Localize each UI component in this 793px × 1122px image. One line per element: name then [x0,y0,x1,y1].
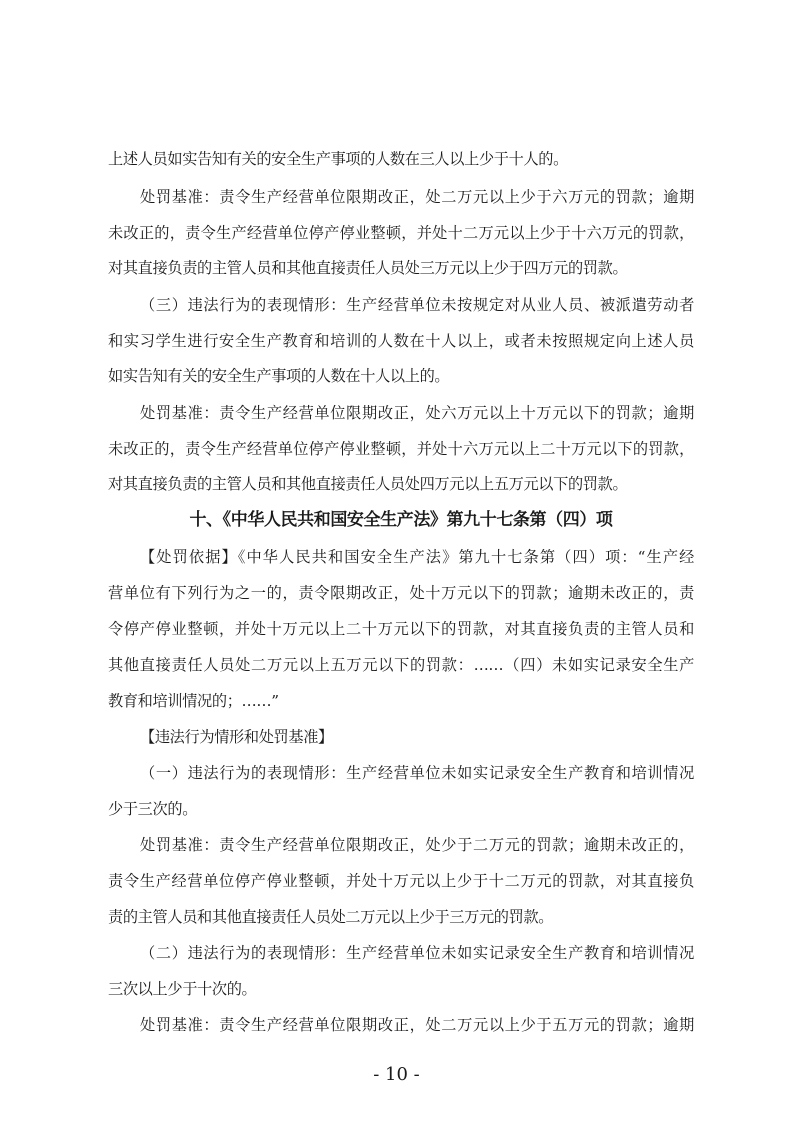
text-line: （三）违法行为的表现情形：生产经营单位未按规定对从业人员、被派遣劳动者 [140,296,694,314]
text-line: 责令生产经营单位停产停业整顿，并处十万元以上少于十二万元的罚款，对其直接负 [108,872,694,890]
text-line: 对其直接负责的主管人员和其他直接责任人员处四万元以上五万元以下的罚款。 [108,475,628,493]
text-line: 处罚基准：责令生产经营单位限期改正，处二万元以上少于六万元的罚款；逾期 [140,188,694,206]
text-line: 上述人员如实告知有关的安全生产事项的人数在三人以上少于十人的。 [108,150,568,168]
page-number: - 10 - [373,1064,420,1085]
text-line: 教育和培训情况的；……” [108,692,279,710]
subsection-heading: 【违法行为情形和处罚基准】 [140,728,333,746]
text-line: 和实习学生进行安全生产教育和培训的人数在十人以上，或者未按照规定向上述人员 [108,332,694,350]
text-line: 少于三次的。 [108,800,198,818]
text-line: 处罚基准：责令生产经营单位限期改正，处少于二万元的罚款；逾期未改正的， [140,836,694,854]
text-line: （一）违法行为的表现情形：生产经营单位未如实记录安全生产教育和培训情况 [140,764,694,782]
text-line: 处罚基准：责令生产经营单位限期改正，处六万元以上十万元以下的罚款；逾期 [140,404,694,422]
text-line: 处罚基准：责令生产经营单位限期改正，处二万元以上少于五万元的罚款；逾期 [140,1016,694,1034]
text-line: 未改正的，责令生产经营单位停产停业整顿，并处十六万元以上二十万元以下的罚款， [108,440,694,458]
text-line: 对其直接负责的主管人员和其他直接责任人员处三万元以上少于四万元的罚款。 [108,259,628,277]
text-line: 三次以上少于十次的。 [108,980,257,998]
text-line: （二）违法行为的表现情形：生产经营单位未如实记录安全生产教育和培训情况 [140,944,694,962]
text-line: 【处罚依据】《中华人民共和国安全生产法》第九十七条第（四）项：“生产经 [140,548,694,566]
text-line: 令停产停业整顿，并处十万元以上二十万元以下的罚款，对其直接负责的主管人员和 [108,620,694,638]
text-line: 其他直接责任人员处二万元以上五万元以下的罚款：……（四）未如实记录安全生产 [108,656,694,674]
text-line: 如实告知有关的安全生产事项的人数在十人以上的。 [108,367,450,385]
text-line: 责的主管人员和其他直接责任人员处二万元以上少于三万元的罚款。 [108,908,554,926]
text-line: 营单位有下列行为之一的，责令限期改正，处十万元以下的罚款；逾期未改正的，责 [108,584,694,602]
text-line: 未改正的，责令生产经营单位停产停业整顿，并处十二万元以上少于十六万元的罚款， [108,224,694,242]
section-heading: 十、《中华人民共和国安全生产法》第九十七条第（四）项 [189,510,613,530]
